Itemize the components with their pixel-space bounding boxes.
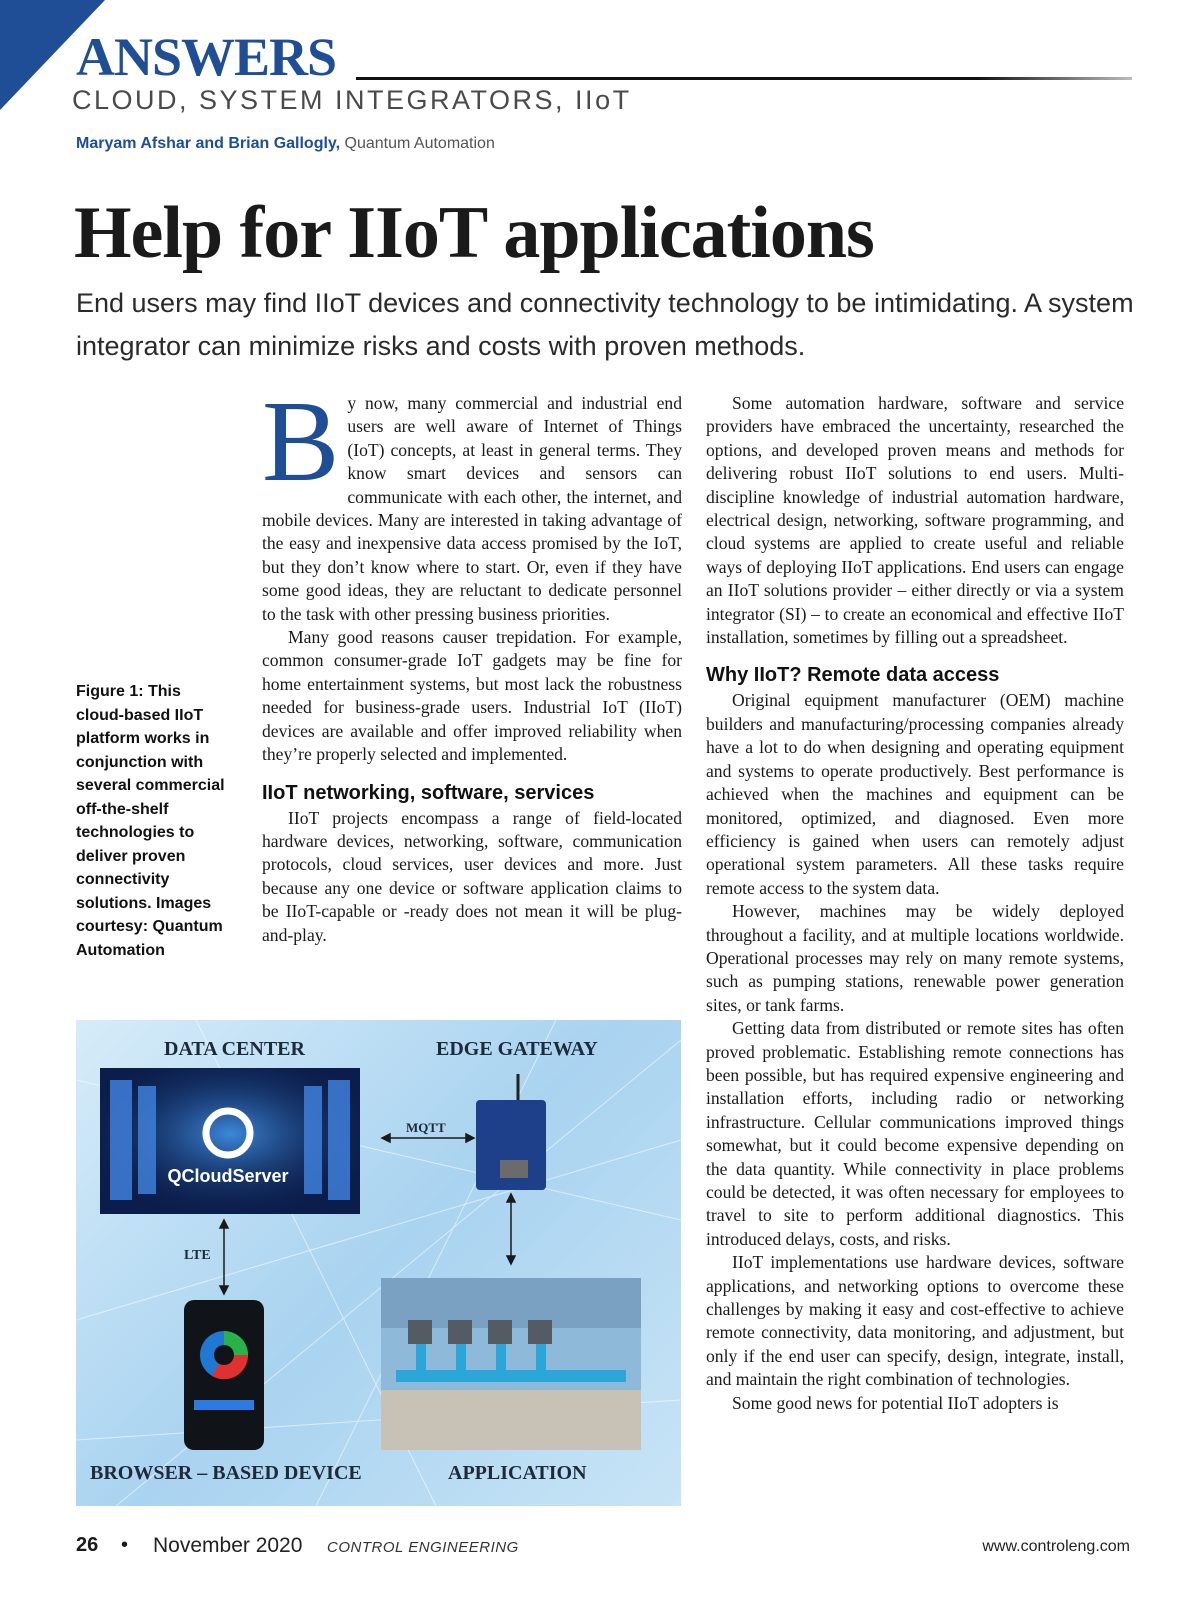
edge-gateway-device <box>476 1074 546 1190</box>
drop-cap: B <box>262 378 340 506</box>
paragraph: IIoT projects encompass a range of field-located hardware devices, networking, software, communication protocols, cloud services, user devices and more. Just because any one device or software application claims to be IIoT-capable or -ready does not mean it will be plug-and-play. <box>262 807 682 945</box>
publication-name: CONTROL ENGINEERING <box>327 1539 519 1556</box>
label-data-center: DATA CENTER <box>164 1038 305 1060</box>
paragraph: Original equipment manufacturer (OEM) machine builders and manufacturing/processing companies already have a lot to do when designing and operating equipment and systems to operate productively. Best performance is achieved when the machines and equipment can be monitored, optimized, and diagnosed. Even more efficiency is gained when users can remotely adjust operational system parameters. All these tasks require remote access to the system data. <box>706 690 1124 898</box>
paragraph: Getting data from distributed or remote sites has often proved problematic. Establishing remote connections has been possible, but has required expensive engineering and installation efforts, including radio or networking infrastructure. Cellular communications improved things somewhat, but it could become expensive depending on the data quantity. While connectivity in place problems could be detected, it was often necessary for employees to travel to site to perform additional diagnostics. This introduced delays, costs, and risks. <box>706 1018 1124 1249</box>
byline <box>76 134 495 153</box>
browser-device-phone <box>184 1300 264 1450</box>
article-column-2 <box>706 392 1124 1415</box>
label-lte: LTE <box>184 1248 211 1263</box>
figure-caption: Figure 1: This cloud-based IIoT platform works in conjunction with several commercial off-the-shelf technologies to deliver proven connectivity solutions. Images courtesy: Quantum Automation <box>76 683 225 959</box>
intro-text: y now, many commercial and industrial end users are well aware of Internet of Things (IoT) concepts, at least in general terms. They know smart devices and sensors can communicate with each other, the internet, and mobile devices. Many are interested in taking advantage of the easy and inexpensive data access promised by the IoT, but they don’t know where to start. Or, even if they have some good ideas, they are reluctant to dedicate personnel to the task with other pressing business priorities. <box>262 393 682 624</box>
label-application: APPLICATION <box>448 1462 587 1484</box>
section-topics: CLOUD, SYSTEM INTEGRATORS, IIoT <box>72 85 632 115</box>
paragraph: Many good reasons causer trepidation. For example, common consumer-grade IoT gadgets may be fine for home entertainment systems, but most lack the robustness needed for business-grade users. Industrial IoT (IIoT) devices are available and offer improved reliability when they’re properly selected and implemented. <box>262 627 682 765</box>
label-mqtt: MQTT <box>406 1120 446 1135</box>
paragraph: However, machines may be widely deployed throughout a facility, and at multiple locations worldwide. Operational processes may rely on many remote systems, such as pumping stations, renewable power generation sites, or tank farms. <box>706 901 1124 1015</box>
author-names: Maryam Afshar and Brian Gallogly, <box>76 135 341 152</box>
paragraph: Some automation hardware, software and service providers have embraced the uncertainty, researched the options, and developed proven means and methods for delivering robust IIoT solutions to end users. Multi-discipline knowledge of industrial automation hardware, electrical design, networking, software programming, and cloud systems are applied to create useful and reliable ways of deploying IIoT applications. End users can engage an IIoT solutions provider – either directly or via a system integrator (SI) – to create an economical and effective IIoT installation, sometimes by filling out a spreadsheet. <box>706 393 1124 648</box>
subhead-why-iiot: Why IIoT? Remote data access <box>706 664 1000 687</box>
figure-iiot-platform <box>76 1020 681 1506</box>
header-rule <box>356 77 1132 80</box>
website-url[interactable]: www.controleng.com <box>982 1538 1130 1555</box>
section-title: ANSWERS <box>76 27 337 87</box>
page-number: 26 <box>76 1534 99 1556</box>
paragraph: Some good news for potential IIoT adopters is <box>732 1392 1059 1413</box>
page-footer <box>0 1534 1200 1564</box>
article-column-1 <box>262 378 682 947</box>
subhead-networking: IIoT networking, software, services <box>262 781 595 804</box>
label-browser-device: BROWSER – BASED DEVICE <box>90 1462 362 1484</box>
article-deck: End users may find IIoT devices and connectivity technology to be intimidating. A system integrator can minimize risks and costs with proven methods. <box>76 288 1134 361</box>
author-organization: Quantum Automation <box>344 135 495 152</box>
footer-bullet: • <box>121 1534 129 1556</box>
data-center-image <box>100 1068 360 1214</box>
server-brand: QCloudServer <box>167 1166 289 1186</box>
paragraph: IIoT implementations use hardware devices, software applications, and networking options to overcome these challenges by making it easy and cost-effective to achieve remote connectivity, data monitoring, and adjustment, but only if the end user can specify, design, integrate, install, and maintain the right combination of technologies. <box>706 1252 1124 1390</box>
paragraph-intro <box>262 378 682 626</box>
application-image <box>381 1278 641 1450</box>
article-headline: Help for IIoT applications <box>74 192 874 274</box>
issue-date: November 2020 <box>153 1534 303 1557</box>
figure-artwork <box>76 1020 681 1506</box>
label-edge-gateway: EDGE GATEWAY <box>436 1038 598 1060</box>
